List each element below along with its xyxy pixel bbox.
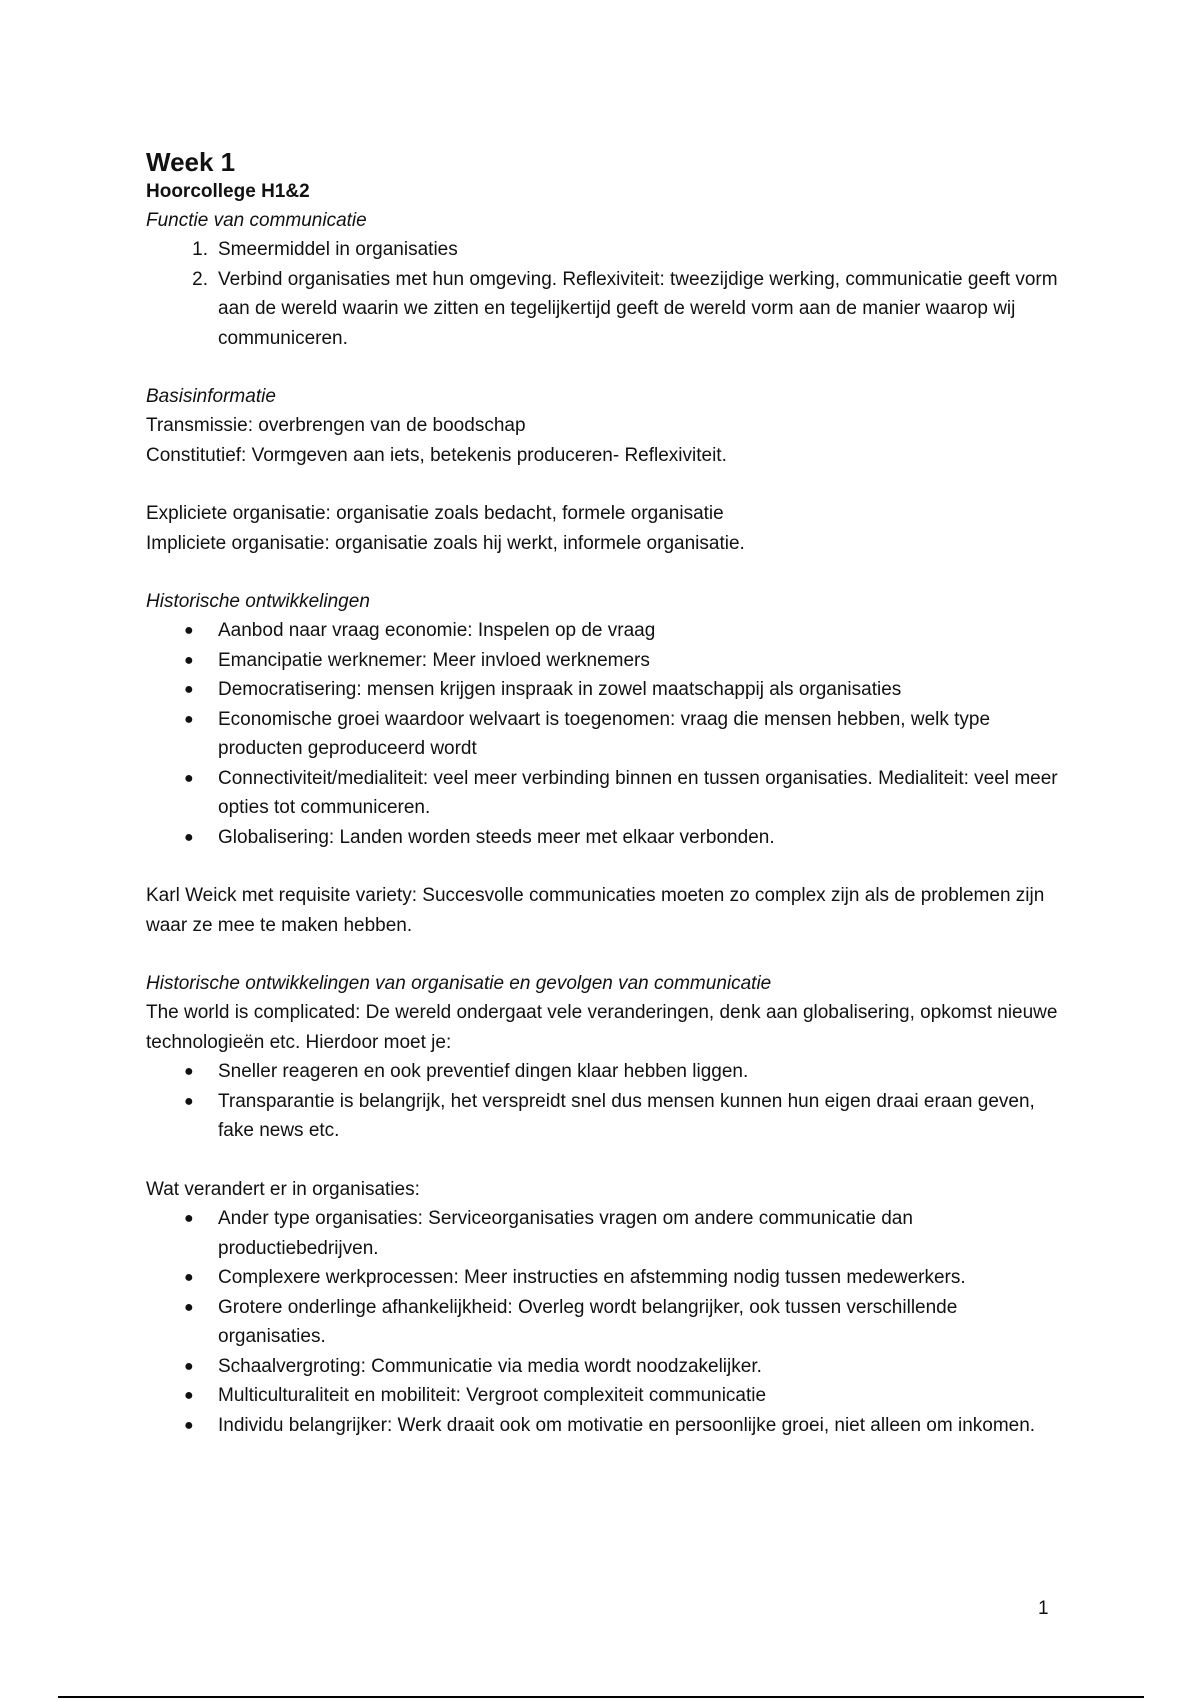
list-item-text: Aanbod naar vraag economie: Inspelen op de vraag — [218, 620, 656, 641]
section-heading-basis: Basisinformatie — [146, 386, 276, 407]
bullet-icon: ● — [184, 622, 194, 639]
bullet-list-gevolgen — [146, 1057, 1066, 1146]
paragraph-expliciete: Expliciete organisatie: organisatie zoals bedacht, formele organisatie — [146, 503, 724, 524]
bullet-icon: ● — [184, 651, 194, 669]
list-item-text: Individu belangrijker: Werk draait ook om motivatie en persoonlijke groei, niet alleen om inkomen. — [218, 1414, 1036, 1436]
list-item-text: Grotere onderlinge afhankelijkheid: Overleg wordt belangrijker, ook tussen verschillende organisaties. — [218, 1296, 958, 1347]
document-page — [146, 146, 1066, 1440]
list-item-text: Verbind organisaties met hun omgeving. Reflexiviteit: tweezijdige werking, communicatie geeft vorm aan de wereld waarin we zitten en tegelijkertijd geeft de wereld vorm aan de manier waarop wij communiceren. — [218, 268, 1058, 349]
list-item-text: Complexere werkprocessen: Meer instructies en afstemming nodig tussen medewerkers. — [218, 1267, 966, 1288]
bullet-icon: ● — [184, 1092, 194, 1110]
lecture-title: Hoorcollege H1&2 — [146, 181, 310, 202]
section-heading-functie: Functie van communicatie — [146, 210, 367, 231]
bullet-icon: ● — [184, 769, 194, 787]
list-item — [146, 675, 1066, 705]
list-item — [146, 235, 1066, 265]
bullet-icon: ● — [184, 710, 194, 728]
page-divider — [58, 1696, 1144, 1698]
section-heading-gevolgen: Historische ontwikkelingen van organisatie en gevolgen van communicatie — [146, 973, 772, 994]
page-number: 1 — [1038, 1598, 1049, 1619]
paragraph-impliciete: Impliciete organisatie: organisatie zoals hij werkt, informele organisatie. — [146, 532, 745, 554]
list-item — [146, 1204, 1066, 1263]
list-item — [146, 1411, 1066, 1441]
bullet-icon: ● — [184, 1416, 194, 1434]
paragraph-world-complicated: The world is complicated: De wereld ondergaat vele veranderingen, denk aan globalisering, opkomst nieuwe technologieën etc. Hierdoor moet je: — [146, 1002, 1058, 1053]
list-item — [146, 1087, 1066, 1146]
list-item — [146, 1057, 1066, 1087]
list-item-text: Multiculturaliteit en mobiliteit: Vergroot complexiteit communicatie — [218, 1385, 767, 1406]
bullet-icon: ● — [184, 828, 194, 846]
list-item-text: Schaalvergroting: Communicatie via media wordt noodzakelijker. — [218, 1355, 762, 1377]
list-item-text: Emancipatie werknemer: Meer invloed werknemers — [218, 649, 650, 671]
bullet-icon: ● — [184, 1063, 194, 1080]
list-item — [146, 265, 1066, 354]
list-item — [146, 823, 1066, 853]
list-item — [146, 616, 1066, 646]
section-heading-verandert: Wat verandert er in organisaties: — [146, 1178, 420, 1200]
bullet-icon: ● — [184, 1269, 194, 1286]
paragraph-transmissie: Transmissie: overbrengen van de boodschap — [146, 415, 526, 436]
list-item — [146, 1381, 1066, 1411]
paragraph-constitutief: Constitutief: Vormgeven aan iets, betekenis produceren- Reflexiviteit. — [146, 444, 727, 466]
section-heading-historisch: Historische ontwikkelingen — [146, 591, 370, 612]
list-item-text: Smeermiddel in organisaties — [218, 239, 458, 260]
list-item — [146, 705, 1066, 764]
bullet-list-verandert — [146, 1204, 1066, 1440]
page-title: Week 1 — [146, 147, 236, 177]
list-item-text: Sneller reageren en ook preventief dingen klaar hebben liggen. — [218, 1061, 749, 1082]
list-item — [146, 646, 1066, 676]
list-item — [146, 1293, 1066, 1352]
list-item — [146, 1263, 1066, 1293]
list-item-text: Globalisering: Landen worden steeds meer met elkaar verbonden. — [218, 826, 775, 848]
list-number: 1. — [192, 239, 208, 260]
list-item-text: Economische groei waardoor welvaart is toegenomen: vraag die mensen hebben, welk type producten geproduceerd wordt — [218, 708, 991, 759]
bullet-icon: ● — [184, 1298, 194, 1316]
bullet-icon: ● — [184, 1210, 194, 1227]
bullet-list-historisch — [146, 616, 1066, 852]
bullet-icon: ● — [184, 681, 194, 698]
list-item — [146, 764, 1066, 823]
numbered-list-functie — [146, 235, 1066, 353]
bullet-icon: ● — [184, 1387, 194, 1404]
list-item-text: Connectiviteit/medialiteit: veel meer verbinding binnen en tussen organisaties. Medialiteit: veel meer opties tot communiceren. — [218, 767, 1058, 818]
list-number: 2. — [192, 268, 208, 290]
list-item — [146, 1352, 1066, 1382]
list-item-text: Democratisering: mensen krijgen inspraak in zowel maatschappij als organisaties — [218, 679, 902, 700]
list-item-text: Ander type organisaties: Serviceorganisaties vragen om andere communicatie dan productiebedrijven. — [218, 1208, 913, 1259]
paragraph-weick: Karl Weick met requisite variety: Succesvolle communicaties moeten zo complex zijn als de problemen zijn waar ze mee te maken hebben. — [146, 885, 1045, 936]
bullet-icon: ● — [184, 1357, 194, 1375]
list-item-text: Transparantie is belangrijk, het verspreidt snel dus mensen kunnen hun eigen draai eraan geven, fake news etc. — [218, 1090, 1035, 1141]
